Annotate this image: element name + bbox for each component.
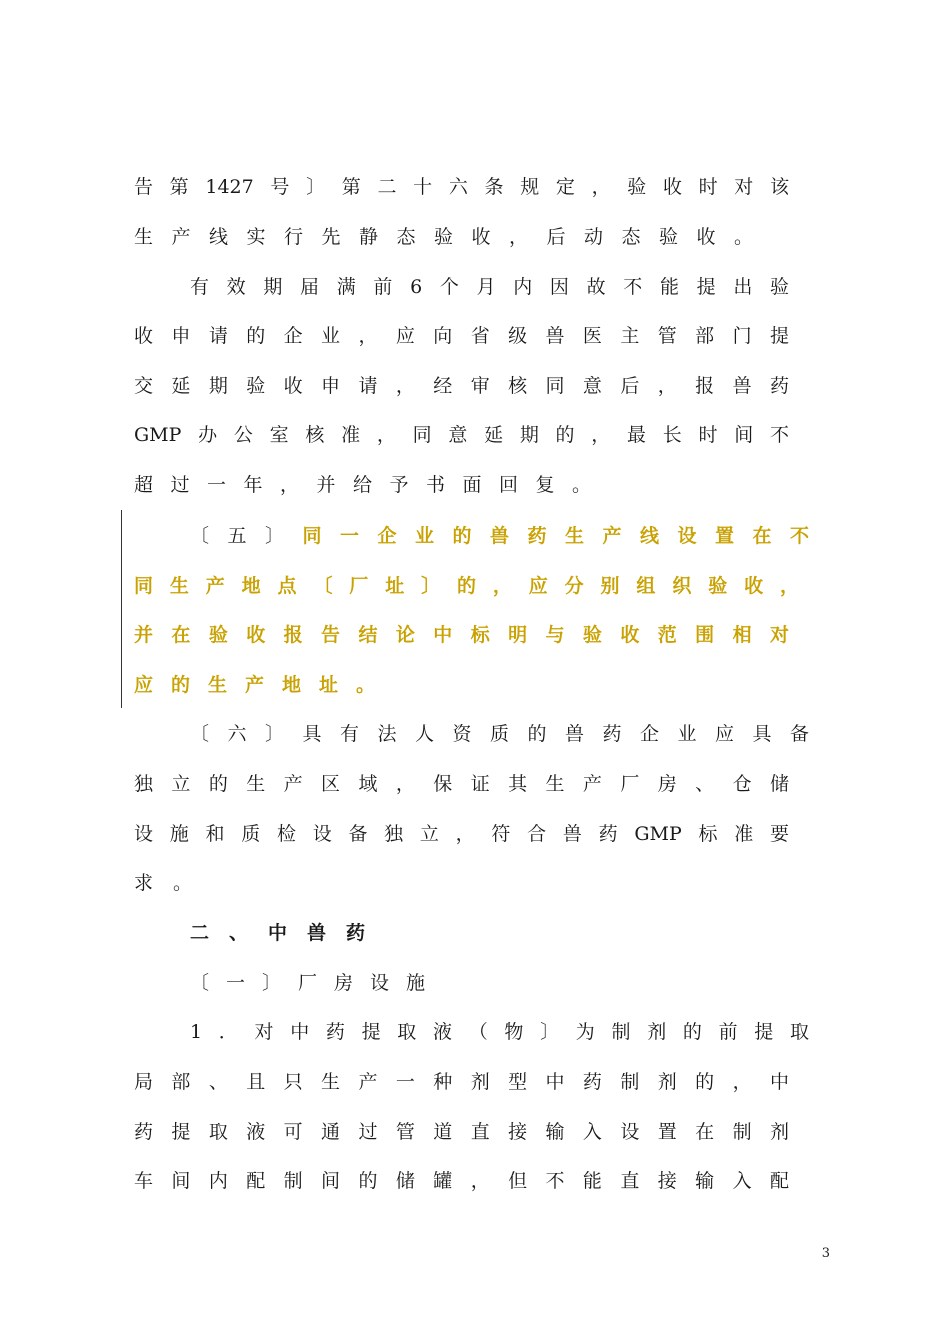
item5-line-1-text: 同一企业的兽药生产线设置在不 [302,525,809,547]
item5-line-1 [190,521,809,551]
para1-line-2: 局部、且只生产一种剂型中药制剂的，中 [134,1071,789,1093]
text-line-1: 告第1427号〕第二十六条规定，验收时对该 [134,176,789,198]
item6-line-3: 设施和质检设备独立，符合兽药GMP标准要 [134,823,789,845]
text-line-3: 有效期届满前6个月内因故不能提出验 [190,276,789,298]
item6-line-4: 求。 [134,872,213,894]
item5-prefix: 〔五〕 [190,525,303,547]
para1-line-1: 1．对中药提取液（物〕为制剂的前提取 [190,1021,809,1043]
item5-line-3: 并在验收报告结论中标明与验收范围相对 [134,624,789,646]
text-line-5: 交延期验收申请，经审核同意后，报兽药 [134,375,789,397]
item5-line-2: 同生产地点〔厂址〕的，应分别组织验收， [134,575,799,597]
text-line-6: GMP办公室核准，同意延期的，最长时间不 [134,424,789,446]
section-subheading: 〔一〕厂房设施 [190,972,443,994]
page-number: 3 [821,1246,830,1261]
text-line-7: 超过一年，并给予书面回复。 [134,474,609,496]
text-line-2: 生产线实行先静态验收，后动态验收。 [134,226,772,248]
item6-line-2: 独立的生产区域，保证其生产厂房、仓储 [134,773,789,795]
text-line-4: 收申请的企业，应向省级兽医主管部门提 [134,325,789,347]
para1-line-4: 车间内配制间的储罐，但不能直接输入配 [134,1170,789,1192]
item5-line-4: 应的生产地址。 [134,674,394,696]
para1-line-3: 药提取液可通过管道直接输入设置在制剂 [134,1121,789,1143]
section-heading: 二、中兽药 [190,922,386,944]
revision-change-bar [121,510,122,708]
item6-line-1: 〔六〕具有法人资质的兽药企业应具备 [190,723,809,745]
